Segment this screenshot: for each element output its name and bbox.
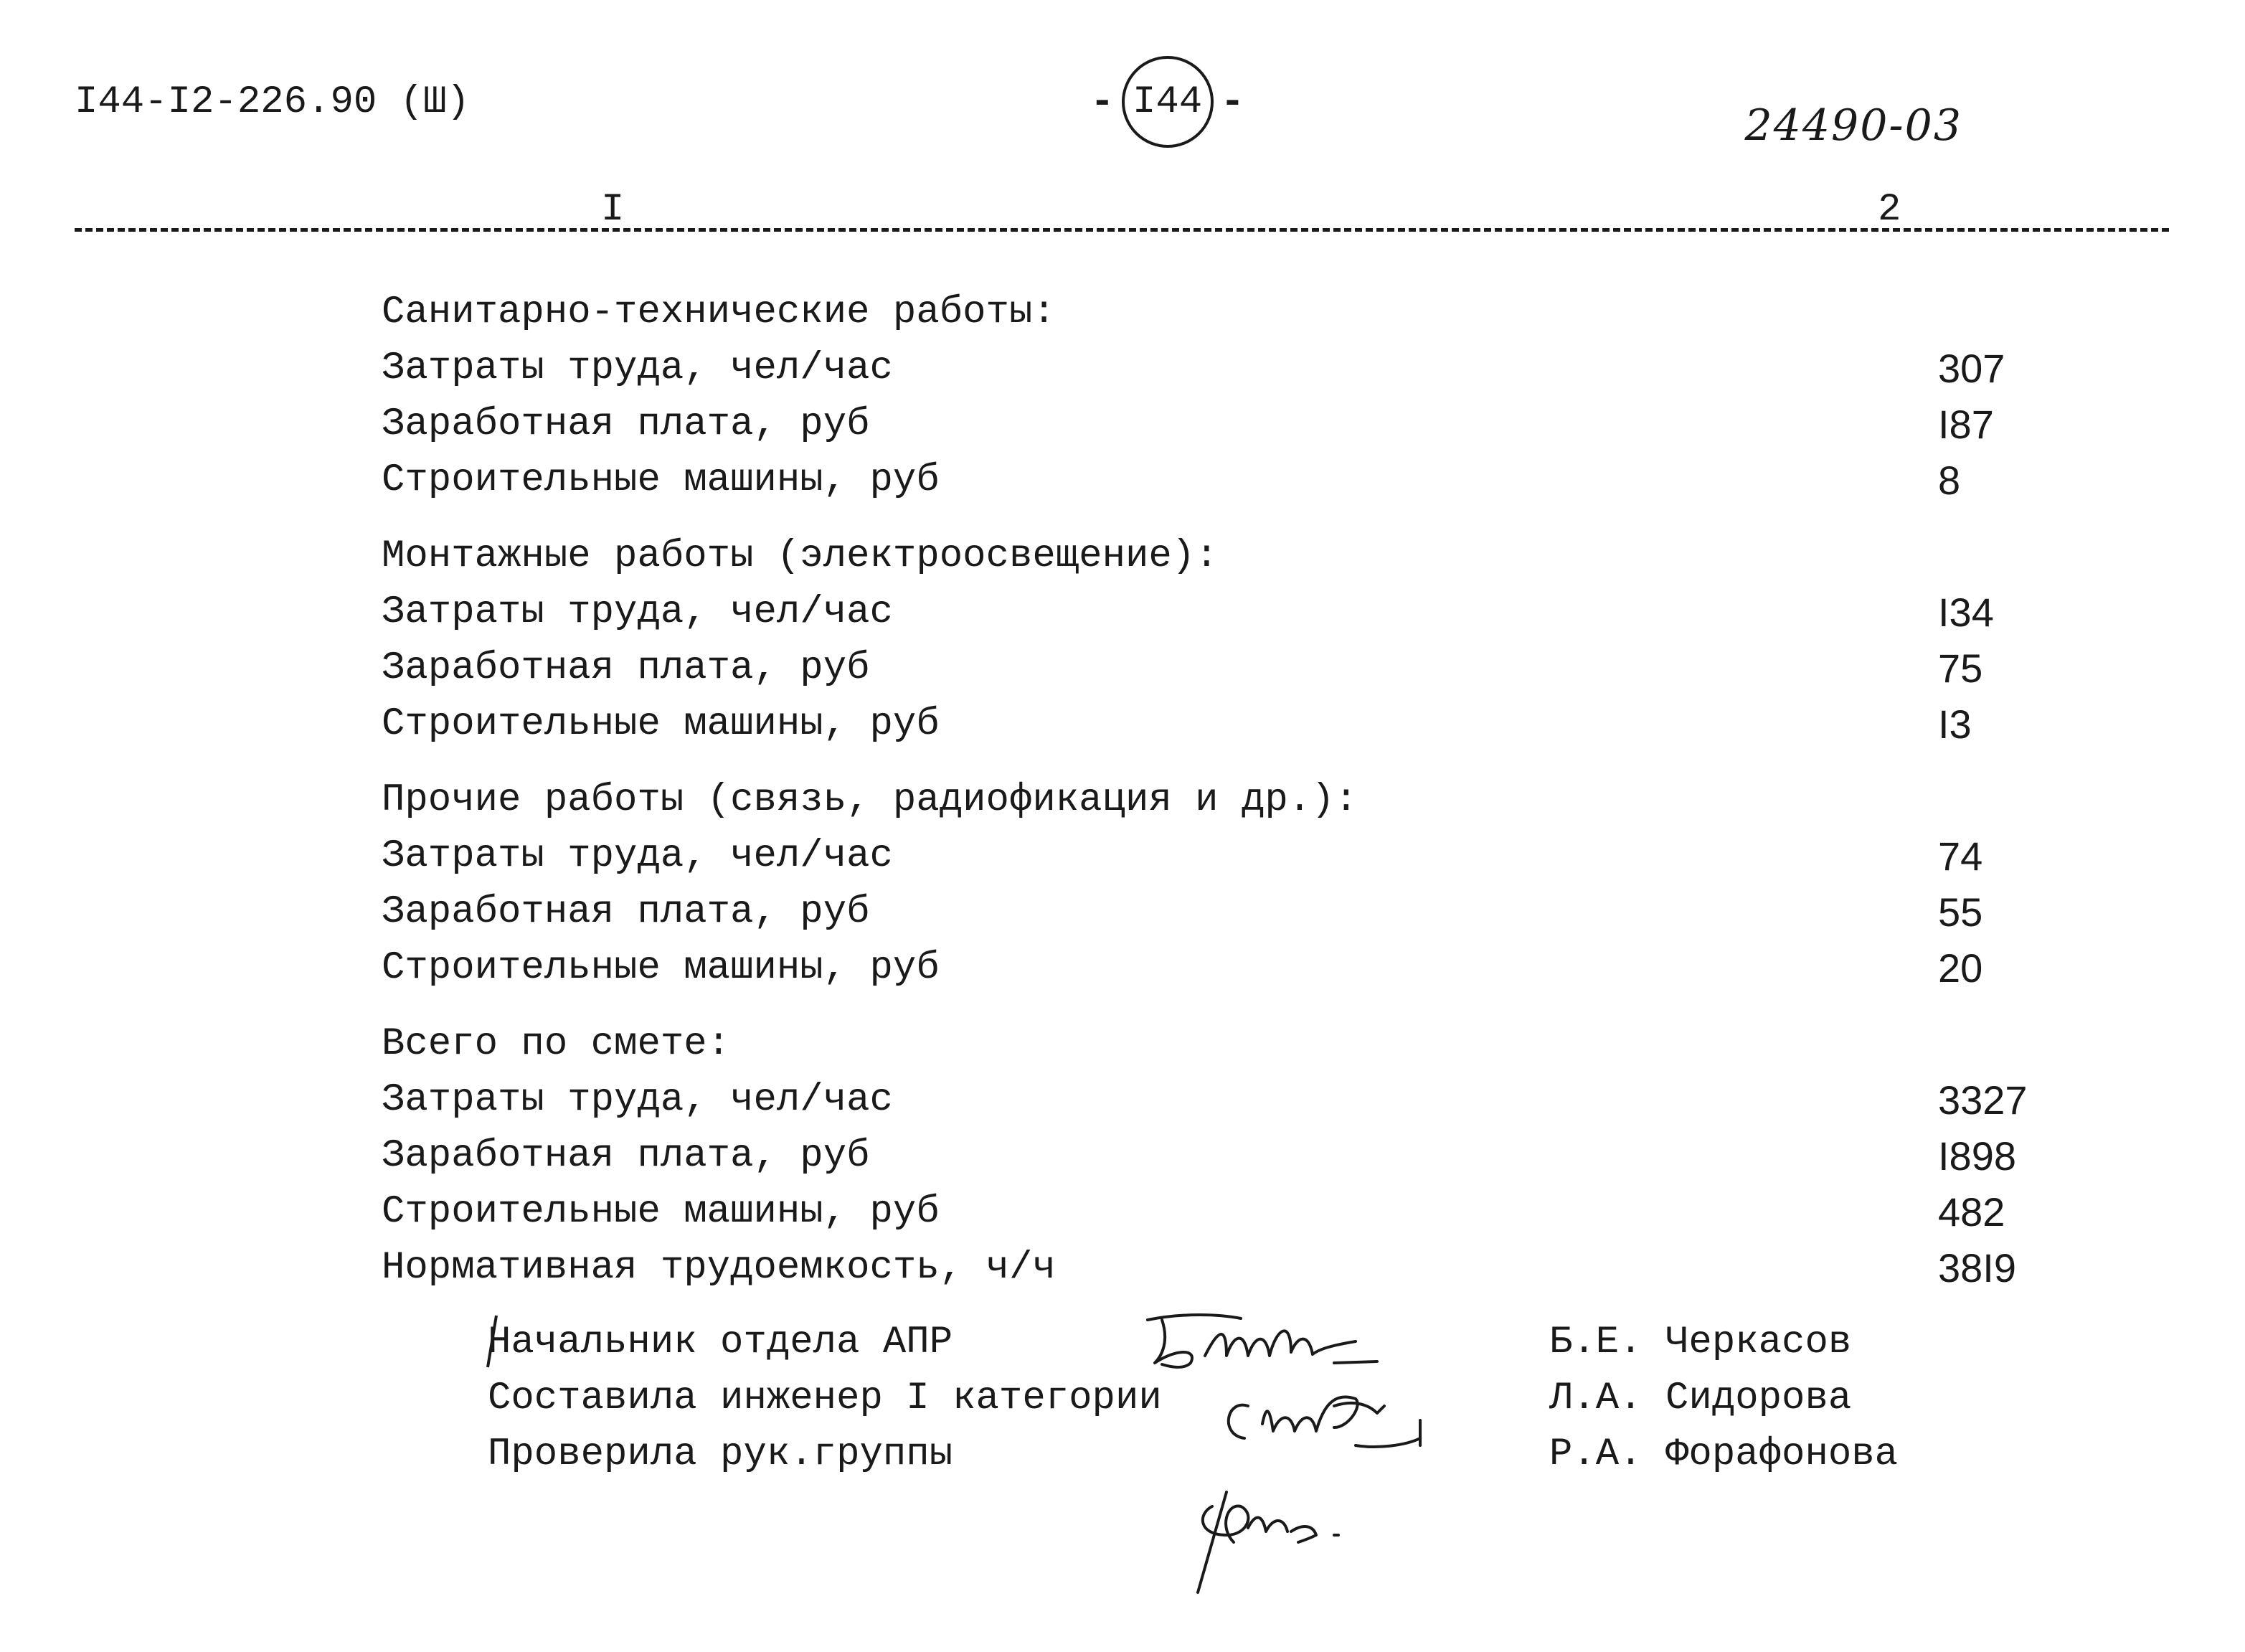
row-value: 482: [1938, 1189, 2005, 1235]
archive-number: 24490-03: [1744, 100, 1962, 151]
section-total: [382, 1016, 2046, 1295]
row-label: Затраты труда, чел/час: [382, 1077, 893, 1122]
table-row: [382, 452, 2046, 508]
dash-left: -: [1090, 79, 1115, 125]
section-title: Монтажные работы (электроосвещение):: [382, 534, 1219, 578]
row-label: Строительные машины, руб: [382, 702, 940, 746]
spacer: [382, 752, 2046, 772]
row-label: Строительные машины, руб: [382, 458, 940, 502]
section-electrical: [382, 528, 2046, 752]
row-value: 20: [1938, 945, 1983, 991]
section-title: Санитарно-технические работы:: [382, 290, 1056, 334]
row-value: 3327: [1938, 1077, 2028, 1123]
row-value: 38I9: [1938, 1245, 2016, 1290]
dash-right: -: [1220, 79, 1245, 125]
signature-name: Л.А. Сидорова: [1549, 1376, 1852, 1420]
header-divider: [75, 228, 2169, 232]
table-row: [382, 340, 2046, 396]
table-row: [382, 396, 2046, 452]
signature-role: Составила инженер I категории: [488, 1376, 1162, 1420]
signature-sidorova: [1229, 1397, 1420, 1447]
row-value: 74: [1938, 833, 1983, 879]
row-label: Строительные машины, руб: [382, 1189, 940, 1234]
page-number: I44: [1122, 56, 1214, 148]
row-label: Нормативная трудоемкость, ч/ч: [382, 1245, 1056, 1290]
section-other: [382, 772, 2046, 996]
cost-sections: [382, 284, 2046, 1295]
handwritten-signatures: [1119, 1298, 1521, 1600]
signature-name: Р.А. Форафонова: [1549, 1432, 1899, 1476]
row-value: I87: [1938, 401, 1994, 447]
table-row: [382, 1072, 2046, 1128]
row-value: 75: [1938, 645, 1983, 691]
row-value: 8: [1938, 457, 1961, 503]
row-label: Заработная плата, руб: [382, 646, 870, 690]
row-value: I898: [1938, 1133, 2016, 1179]
table-row: [382, 696, 2046, 752]
column-header-1: I: [601, 188, 625, 232]
table-row: [382, 940, 2046, 996]
section-sanitary: [382, 284, 2046, 508]
signature-role: Проверила рук.группы: [488, 1432, 953, 1476]
signature-cherkasov: [1148, 1315, 1377, 1367]
table-row: [382, 584, 2046, 640]
row-label: Заработная плата, руб: [382, 1133, 870, 1178]
table-row: [382, 828, 2046, 884]
table-row: [382, 1240, 2046, 1295]
row-label: Заработная плата, руб: [382, 402, 870, 446]
section-title: Прочие работы (связь, радиофикация и др.):: [382, 778, 1358, 822]
spacer: [382, 996, 2046, 1016]
page-number-block: [1090, 56, 1244, 148]
signature-forafonova: [1198, 1492, 1338, 1592]
row-value: I34: [1938, 589, 1994, 635]
row-label: Затраты труда, чел/час: [382, 346, 893, 390]
row-label: Затраты труда, чел/час: [382, 590, 893, 634]
column-header-2: 2: [1878, 188, 1901, 232]
table-row: [382, 640, 2046, 696]
section-title: Всего по смете:: [382, 1021, 731, 1066]
row-value: 55: [1938, 889, 1983, 935]
row-label: Затраты труда, чел/час: [382, 834, 893, 878]
row-value: I3: [1938, 701, 1972, 747]
table-row: [382, 1184, 2046, 1240]
row-label: Строительные машины, руб: [382, 945, 940, 990]
signature-role: Начальник отдела АПР: [488, 1320, 953, 1364]
spacer: [382, 508, 2046, 528]
row-value: 307: [1938, 345, 2005, 391]
signature-name: Б.Е. Черкасов: [1549, 1320, 1852, 1364]
table-row: [382, 1128, 2046, 1184]
document-code: I44-I2-226.90 (Ш): [75, 80, 470, 124]
row-label: Заработная плата, руб: [382, 889, 870, 934]
table-row: [382, 884, 2046, 940]
